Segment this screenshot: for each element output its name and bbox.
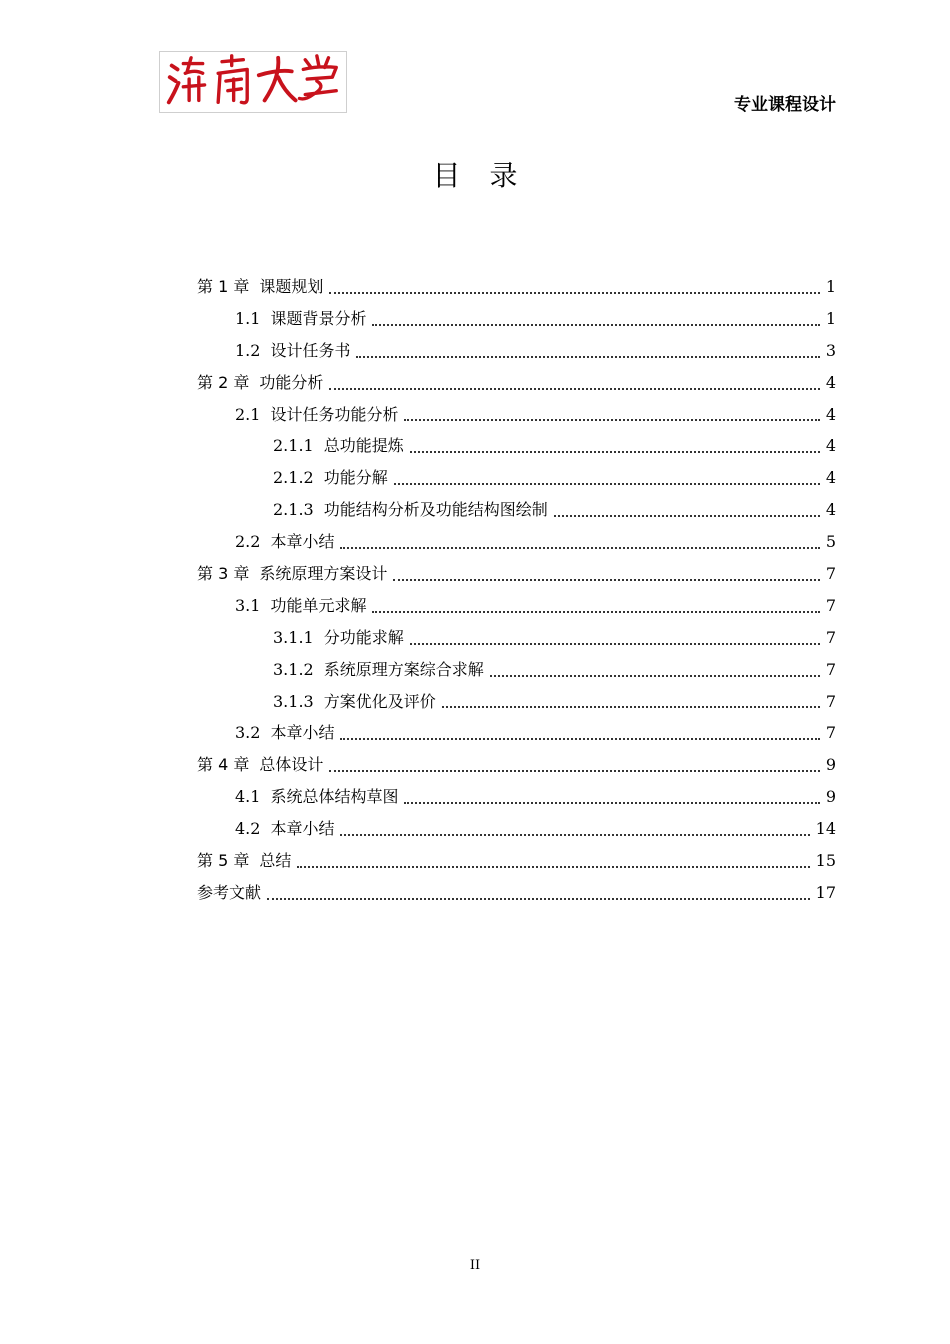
toc-entry-number: 3.1.3: [273, 691, 314, 711]
toc-entry-page: 5: [825, 532, 836, 552]
toc-entry-title: 设计任务书: [270, 340, 351, 360]
toc-entry[interactable]: [197, 845, 836, 877]
toc-entry-title: 课题规划: [259, 277, 324, 296]
toc-entry-title: 本章小结: [270, 819, 335, 839]
toc-entry-page: 1: [825, 308, 836, 328]
toc-entry-label: [197, 367, 323, 399]
toc-entry-label: [235, 335, 350, 367]
toc-entry-page: 3: [825, 340, 836, 360]
toc-entry-number: 1.2: [235, 340, 261, 360]
toc-entry-title: 系统原理方案设计: [259, 564, 388, 584]
toc-entry-page: 17: [815, 882, 836, 902]
toc-entry-page: 7: [825, 723, 836, 743]
toc-entry[interactable]: [197, 749, 836, 781]
toc-entry[interactable]: [197, 686, 836, 718]
toc-entry-page: 7: [825, 691, 836, 711]
toc-leader-dots: [340, 833, 809, 836]
toc-entry-label: [235, 813, 334, 845]
toc-entry-title: 系统原理方案综合求解: [323, 659, 484, 679]
toc-entry-page: 7: [825, 627, 836, 647]
toc-entry[interactable]: [197, 462, 836, 494]
toc-entry-page: 1: [825, 277, 836, 296]
toc-entry[interactable]: [197, 813, 836, 845]
toc-leader-dots: [490, 674, 820, 677]
toc-entry-label: [273, 622, 404, 654]
toc-entry[interactable]: [197, 622, 836, 654]
toc-entry-label: [273, 654, 484, 686]
toc-entry-number: 3.1.1: [273, 627, 314, 647]
toc-leader-dots: [267, 897, 810, 900]
toc-entry-label: [273, 430, 404, 462]
toc-entry-page: 4: [825, 404, 836, 424]
toc-entry-page: 9: [825, 755, 836, 775]
toc-entry-label: [197, 271, 323, 303]
toc-leader-dots: [297, 865, 809, 868]
toc-entry[interactable]: [197, 399, 836, 431]
toc-entry-title: 参考文献: [197, 882, 262, 902]
toc-entry-number: 第 1 章: [197, 277, 250, 296]
toc-entry[interactable]: [197, 430, 836, 462]
toc-entry-number: 第 4 章: [197, 755, 250, 775]
toc-entry[interactable]: [197, 654, 836, 686]
toc-leader-dots: [404, 801, 819, 804]
toc-leader-dots: [410, 642, 820, 645]
toc-leader-dots: [442, 705, 820, 708]
toc-entry-number: 3.2: [235, 723, 261, 743]
toc-entry-number: 2.1: [235, 404, 261, 424]
toc-entry[interactable]: [197, 367, 836, 399]
toc-entry-label: [235, 781, 398, 813]
toc-leader-dots: [410, 450, 820, 453]
toc-entry-page: 4: [825, 468, 836, 488]
toc-entry-label: [273, 686, 436, 718]
toc-entry-title: 总体设计: [259, 755, 324, 775]
toc-entry[interactable]: [197, 717, 836, 749]
toc-entry-page: 9: [825, 787, 836, 807]
toc-entry-page: 4: [825, 436, 836, 456]
toc-leader-dots: [554, 514, 820, 517]
toc-entry-page: 7: [825, 595, 836, 615]
toc-entry-number: 2.1.3: [273, 500, 314, 520]
toc-entry-title: 分功能求解: [323, 627, 404, 647]
toc-entry-page: 15: [815, 851, 836, 871]
toc-entry-title: 本章小结: [270, 532, 335, 552]
toc-entry-label: [235, 717, 334, 749]
toc-entry-number: 4.1: [235, 787, 261, 807]
toc-entry-page: 7: [825, 659, 836, 679]
toc-leader-dots: [394, 482, 820, 485]
toc-entry[interactable]: [197, 590, 836, 622]
toc-entry-label: [197, 845, 291, 877]
toc-entry-label: [273, 462, 388, 494]
toc-entry-title: 设计任务功能分析: [270, 404, 399, 424]
toc-entry[interactable]: [197, 303, 836, 335]
toc-entry-title: 方案优化及评价: [323, 691, 436, 711]
toc-entry-number: 3.1: [235, 595, 261, 615]
table-of-contents: [197, 271, 836, 909]
toc-entry-title: 总功能提炼: [323, 436, 404, 456]
toc-entry-title: 功能结构分析及功能结构图绘制: [323, 500, 548, 520]
toc-entry[interactable]: [197, 877, 836, 909]
toc-entry[interactable]: [197, 494, 836, 526]
toc-entry-title: 功能单元求解: [270, 595, 367, 615]
toc-entry-number: 1.1: [235, 308, 261, 328]
calligraphy-logo-icon: [160, 52, 346, 112]
toc-leader-dots: [340, 546, 819, 549]
toc-entry-label: [235, 399, 398, 431]
page-title: 目 录: [432, 159, 528, 192]
page-number: II: [469, 1258, 481, 1273]
toc-entry-number: 2.1.1: [273, 436, 314, 456]
toc-entry-title: 功能分解: [323, 468, 388, 488]
toc-entry-page: 7: [825, 564, 836, 584]
toc-entry-label: [197, 749, 323, 781]
toc-leader-dots: [404, 418, 819, 421]
toc-entry-number: 2.1.2: [273, 468, 314, 488]
toc-entry[interactable]: [197, 271, 836, 303]
toc-entry[interactable]: [197, 558, 836, 590]
toc-entry[interactable]: [197, 781, 836, 813]
toc-leader-dots: [356, 355, 819, 358]
toc-entry-number: 2.2: [235, 532, 261, 552]
toc-leader-dots: [329, 291, 819, 294]
toc-entry-title: 系统总体结构草图: [270, 787, 399, 807]
toc-leader-dots: [340, 737, 819, 740]
toc-entry-label: [235, 303, 366, 335]
toc-leader-dots: [393, 578, 819, 581]
toc-entry-label: [235, 526, 334, 558]
toc-leader-dots: [329, 387, 819, 390]
toc-entry-label: [273, 494, 548, 526]
toc-entry[interactable]: [197, 335, 836, 367]
toc-leader-dots: [372, 323, 819, 326]
toc-entry-page: 14: [815, 819, 836, 839]
toc-entry-label: [235, 590, 366, 622]
toc-entry-number: 第 5 章: [197, 851, 250, 871]
toc-entry-title: 总结: [259, 851, 292, 871]
toc-entry-title: 本章小结: [270, 723, 335, 743]
toc-entry-title: 功能分析: [259, 372, 324, 392]
toc-entry-number: 4.2: [235, 819, 261, 839]
toc-entry-number: 第 2 章: [197, 372, 250, 392]
toc-entry-label: [197, 877, 261, 909]
toc-entry-label: [197, 558, 387, 590]
toc-entry-number: 第 3 章: [197, 564, 250, 584]
toc-leader-dots: [329, 769, 819, 772]
toc-entry-page: 4: [825, 500, 836, 520]
toc-leader-dots: [372, 610, 819, 613]
header-title: 专业课程设计: [734, 95, 836, 115]
toc-entry-title: 课题背景分析: [270, 308, 367, 328]
university-logo: [159, 51, 347, 113]
toc-entry[interactable]: [197, 526, 836, 558]
toc-entry-page: 4: [825, 372, 836, 392]
toc-entry-number: 3.1.2: [273, 659, 314, 679]
